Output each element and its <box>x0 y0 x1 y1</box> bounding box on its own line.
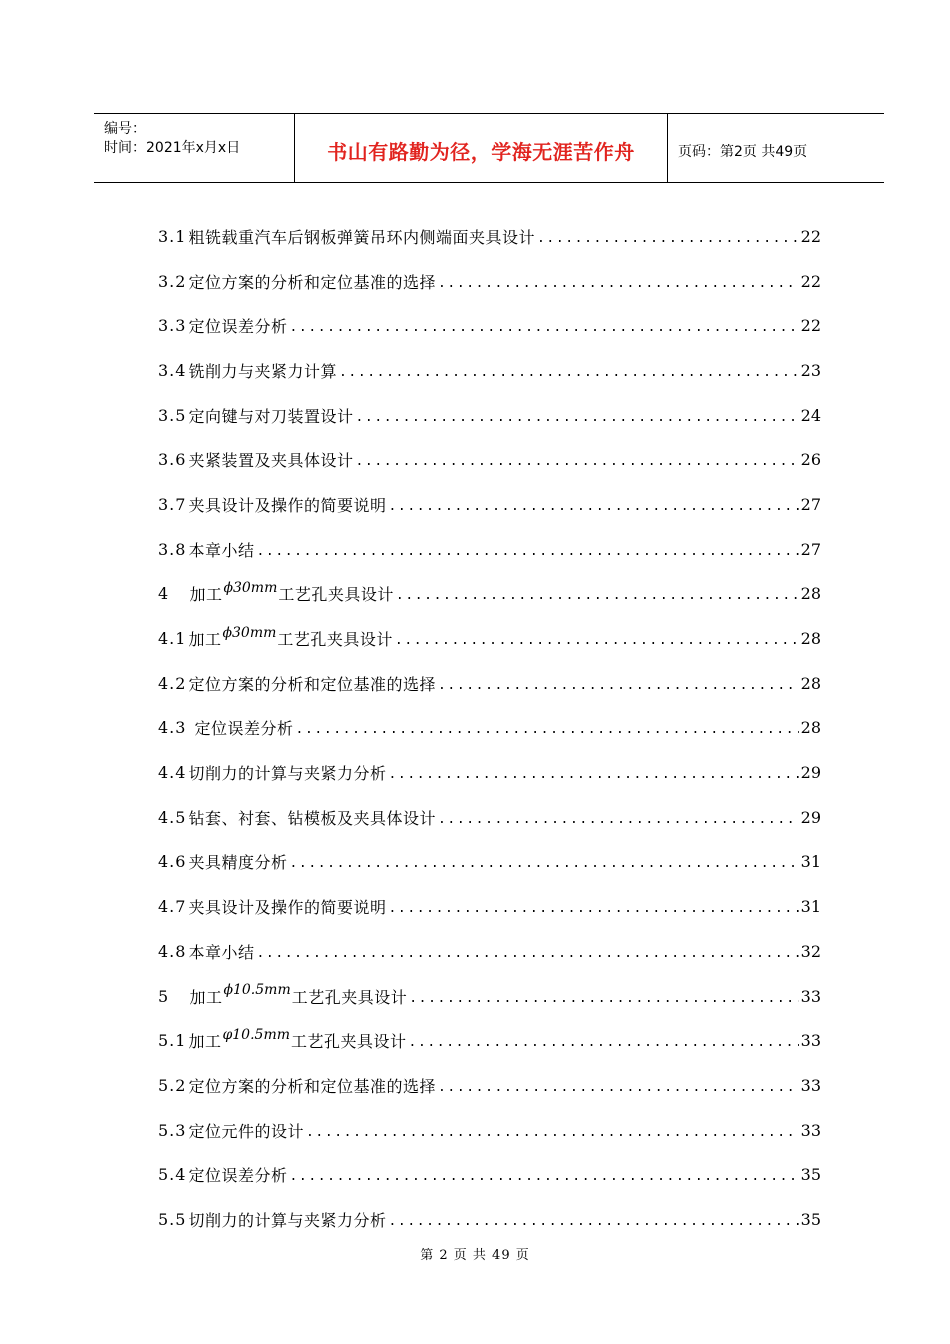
toc-leader-dots <box>289 1169 798 1184</box>
time-label: 时间：2021年x月x日 <box>104 140 241 156</box>
toc-entry[interactable] <box>158 214 821 259</box>
toc-entry-math: ϕ30mm <box>222 624 277 641</box>
toc-entry[interactable] <box>158 393 821 438</box>
toc-entry-number: 4.1 <box>158 629 187 649</box>
toc-entry-page: 27 <box>800 539 821 559</box>
toc-entry-number: 5.3 <box>158 1120 187 1140</box>
toc-entry-title: 钻套、衬套、钻模板及夹具体设计 <box>188 808 436 828</box>
toc-leader-dots <box>388 901 798 916</box>
toc-entry-number: 3.4 <box>158 360 187 380</box>
toc-entry-page: 33 <box>800 1075 821 1095</box>
toc-entry-math: ϕ30mm <box>223 579 278 596</box>
toc-entry-math: ϕ10.5mm <box>223 982 291 999</box>
toc-leader-dots <box>438 276 799 291</box>
motto-text: 书山有路勤为径，学海无涯苦作舟 <box>327 140 635 164</box>
toc-leader-dots <box>438 678 799 693</box>
toc-entry-page: 29 <box>800 807 821 827</box>
toc-entry[interactable] <box>158 795 821 840</box>
toc-entry[interactable] <box>158 572 821 617</box>
toc-entry-page: 27 <box>800 494 821 514</box>
toc-entry-number: 3.1 <box>158 226 187 246</box>
header-page-cell <box>668 114 884 182</box>
toc-entry[interactable] <box>158 303 821 348</box>
toc-entry-title: 定位误差分析 <box>188 317 288 337</box>
toc-entry-number: 4.7 <box>158 897 187 917</box>
toc-entry-number: 4.4 <box>158 763 187 783</box>
toc-entry-title: 定位方案的分析和定位基准的选择 <box>188 272 436 292</box>
toc-leader-dots <box>355 454 798 469</box>
toc-entry-title: 定位元件的设计 <box>188 1121 304 1141</box>
toc-entry-number: 5.1 <box>158 1031 187 1051</box>
page-code: 页码：第2页 共49页 <box>678 144 808 160</box>
toc-entry-page: 23 <box>800 360 821 380</box>
toc-entry-number: 4.8 <box>158 941 187 961</box>
toc-entry-page: 28 <box>800 673 821 693</box>
toc-entry-title: 切削力的计算与夹紧力分析 <box>188 764 387 784</box>
toc-entry-page: 32 <box>800 941 821 961</box>
toc-leader-dots <box>396 588 799 603</box>
header-info-cell <box>94 114 294 182</box>
toc-entry-page: 22 <box>800 316 821 336</box>
toc-entry[interactable] <box>158 929 821 974</box>
toc-entry-number: 3.7 <box>158 494 187 514</box>
toc-entry-page: 33 <box>800 1031 821 1051</box>
toc-leader-dots <box>256 946 798 961</box>
toc-entry-page: 33 <box>800 986 821 1006</box>
toc-entry-title: 定向键与对刀装置设计 <box>188 406 354 426</box>
toc-entry-title: 工艺孔夹具设计 <box>291 987 408 1007</box>
toc-entry[interactable] <box>158 840 821 885</box>
toc-entry-number: 5.4 <box>158 1165 187 1185</box>
toc-entry[interactable] <box>158 884 821 929</box>
toc-entry-page: 22 <box>800 271 821 291</box>
toc-entry[interactable] <box>158 706 821 751</box>
toc-entry-title-prefix: 加工 <box>189 585 223 605</box>
toc-entry[interactable] <box>158 348 821 393</box>
toc-entry-page: 28 <box>800 629 821 649</box>
toc-entry-number: 3.2 <box>158 271 187 291</box>
toc-entry[interactable] <box>158 527 821 572</box>
toc-entry[interactable] <box>158 616 821 661</box>
toc-entry-title: 定位方案的分析和定位基准的选择 <box>188 1076 436 1096</box>
toc-entry-page: 26 <box>800 450 821 470</box>
toc-entry-title: 夹具设计及操作的简要说明 <box>188 495 387 515</box>
toc-entry-number: 5 <box>158 986 188 1006</box>
table-of-contents <box>158 214 821 1242</box>
toc-leader-dots <box>388 767 798 782</box>
toc-entry-number: 4.6 <box>158 852 187 872</box>
toc-entry[interactable] <box>158 661 821 706</box>
toc-entry-title: 工艺孔夹具设计 <box>277 630 393 650</box>
toc-leader-dots <box>388 499 798 514</box>
header-motto-cell <box>294 114 668 182</box>
toc-entry[interactable] <box>158 1197 821 1242</box>
toc-leader-dots <box>409 991 798 1006</box>
toc-entry[interactable] <box>158 974 821 1019</box>
toc-leader-dots <box>256 544 798 559</box>
toc-entry[interactable] <box>158 437 821 482</box>
toc-entry[interactable] <box>158 1152 821 1197</box>
toc-entry-page: 28 <box>800 584 821 604</box>
toc-entry-title: 定位误差分析 <box>194 719 294 739</box>
toc-entry-number: 3.5 <box>158 405 187 425</box>
toc-entry-number: 4 <box>158 584 188 604</box>
toc-entry-page: 31 <box>800 897 821 917</box>
toc-entry-title-prefix: 加工 <box>188 1032 222 1052</box>
toc-entry-title: 夹具精度分析 <box>188 853 288 873</box>
toc-entry-title: 工艺孔夹具设计 <box>291 1032 407 1052</box>
toc-entry-number: 5.5 <box>158 1209 187 1229</box>
toc-entry[interactable] <box>158 259 821 304</box>
toc-entry-title: 本章小结 <box>188 540 255 560</box>
toc-entry[interactable] <box>158 1063 821 1108</box>
toc-entry-page: 35 <box>800 1209 821 1229</box>
toc-entry-page: 24 <box>800 405 821 425</box>
toc-entry[interactable] <box>158 750 821 795</box>
toc-entry-number: 3.3 <box>158 316 187 336</box>
toc-leader-dots <box>409 1035 799 1050</box>
toc-entry-number: 3.6 <box>158 450 187 470</box>
page-footer: 第 2 页 共 49 页 <box>420 1248 530 1263</box>
toc-entry-title: 粗铣载重汽车后钢板弹簧吊环内侧端面夹具设计 <box>188 227 535 247</box>
toc-entry-title-prefix: 加工 <box>188 630 222 650</box>
number-label: 编号： <box>104 121 146 137</box>
toc-leader-dots <box>289 320 798 335</box>
toc-entry-title: 定位方案的分析和定位基准的选择 <box>188 674 436 694</box>
toc-entry-title: 切削力的计算与夹紧力分析 <box>188 1210 387 1230</box>
toc-entry-number: 3.8 <box>158 539 187 559</box>
toc-entry-number: 5.2 <box>158 1075 187 1095</box>
toc-leader-dots <box>306 1125 799 1140</box>
toc-leader-dots <box>339 365 799 380</box>
toc-entry-page: 33 <box>800 1120 821 1140</box>
toc-entry-title: 定位误差分析 <box>188 1166 288 1186</box>
toc-leader-dots <box>289 856 798 871</box>
toc-entry-title: 夹紧装置及夹具体设计 <box>188 451 354 471</box>
toc-entry-page: 22 <box>800 226 821 246</box>
toc-entry-number: 4.2 <box>158 673 187 693</box>
toc-entry[interactable] <box>158 1108 821 1153</box>
toc-entry-title-prefix: 加工 <box>189 987 223 1007</box>
toc-entry-title: 夹具设计及操作的简要说明 <box>188 898 387 918</box>
page-header <box>94 113 884 183</box>
toc-entry-page: 28 <box>800 718 821 738</box>
toc-leader-dots <box>438 1080 799 1095</box>
toc-leader-dots <box>537 231 799 246</box>
toc-entry-number: 4.5 <box>158 807 187 827</box>
toc-entry[interactable] <box>158 482 821 527</box>
toc-entry-number: 4.3 <box>158 718 193 738</box>
toc-entry-title: 工艺孔夹具设计 <box>278 585 394 605</box>
toc-entry-page: 35 <box>800 1165 821 1185</box>
toc-leader-dots <box>296 722 799 737</box>
toc-leader-dots <box>388 1214 798 1229</box>
toc-leader-dots <box>438 812 799 827</box>
toc-entry-title: 本章小结 <box>188 942 255 962</box>
toc-leader-dots <box>395 633 799 648</box>
toc-entry-page: 31 <box>800 852 821 872</box>
toc-entry-math: φ10.5mm <box>222 1026 290 1043</box>
toc-entry[interactable] <box>158 1018 821 1063</box>
toc-entry-page: 29 <box>800 763 821 783</box>
toc-entry-title: 铣削力与夹紧力计算 <box>188 361 337 381</box>
toc-leader-dots <box>355 410 798 425</box>
